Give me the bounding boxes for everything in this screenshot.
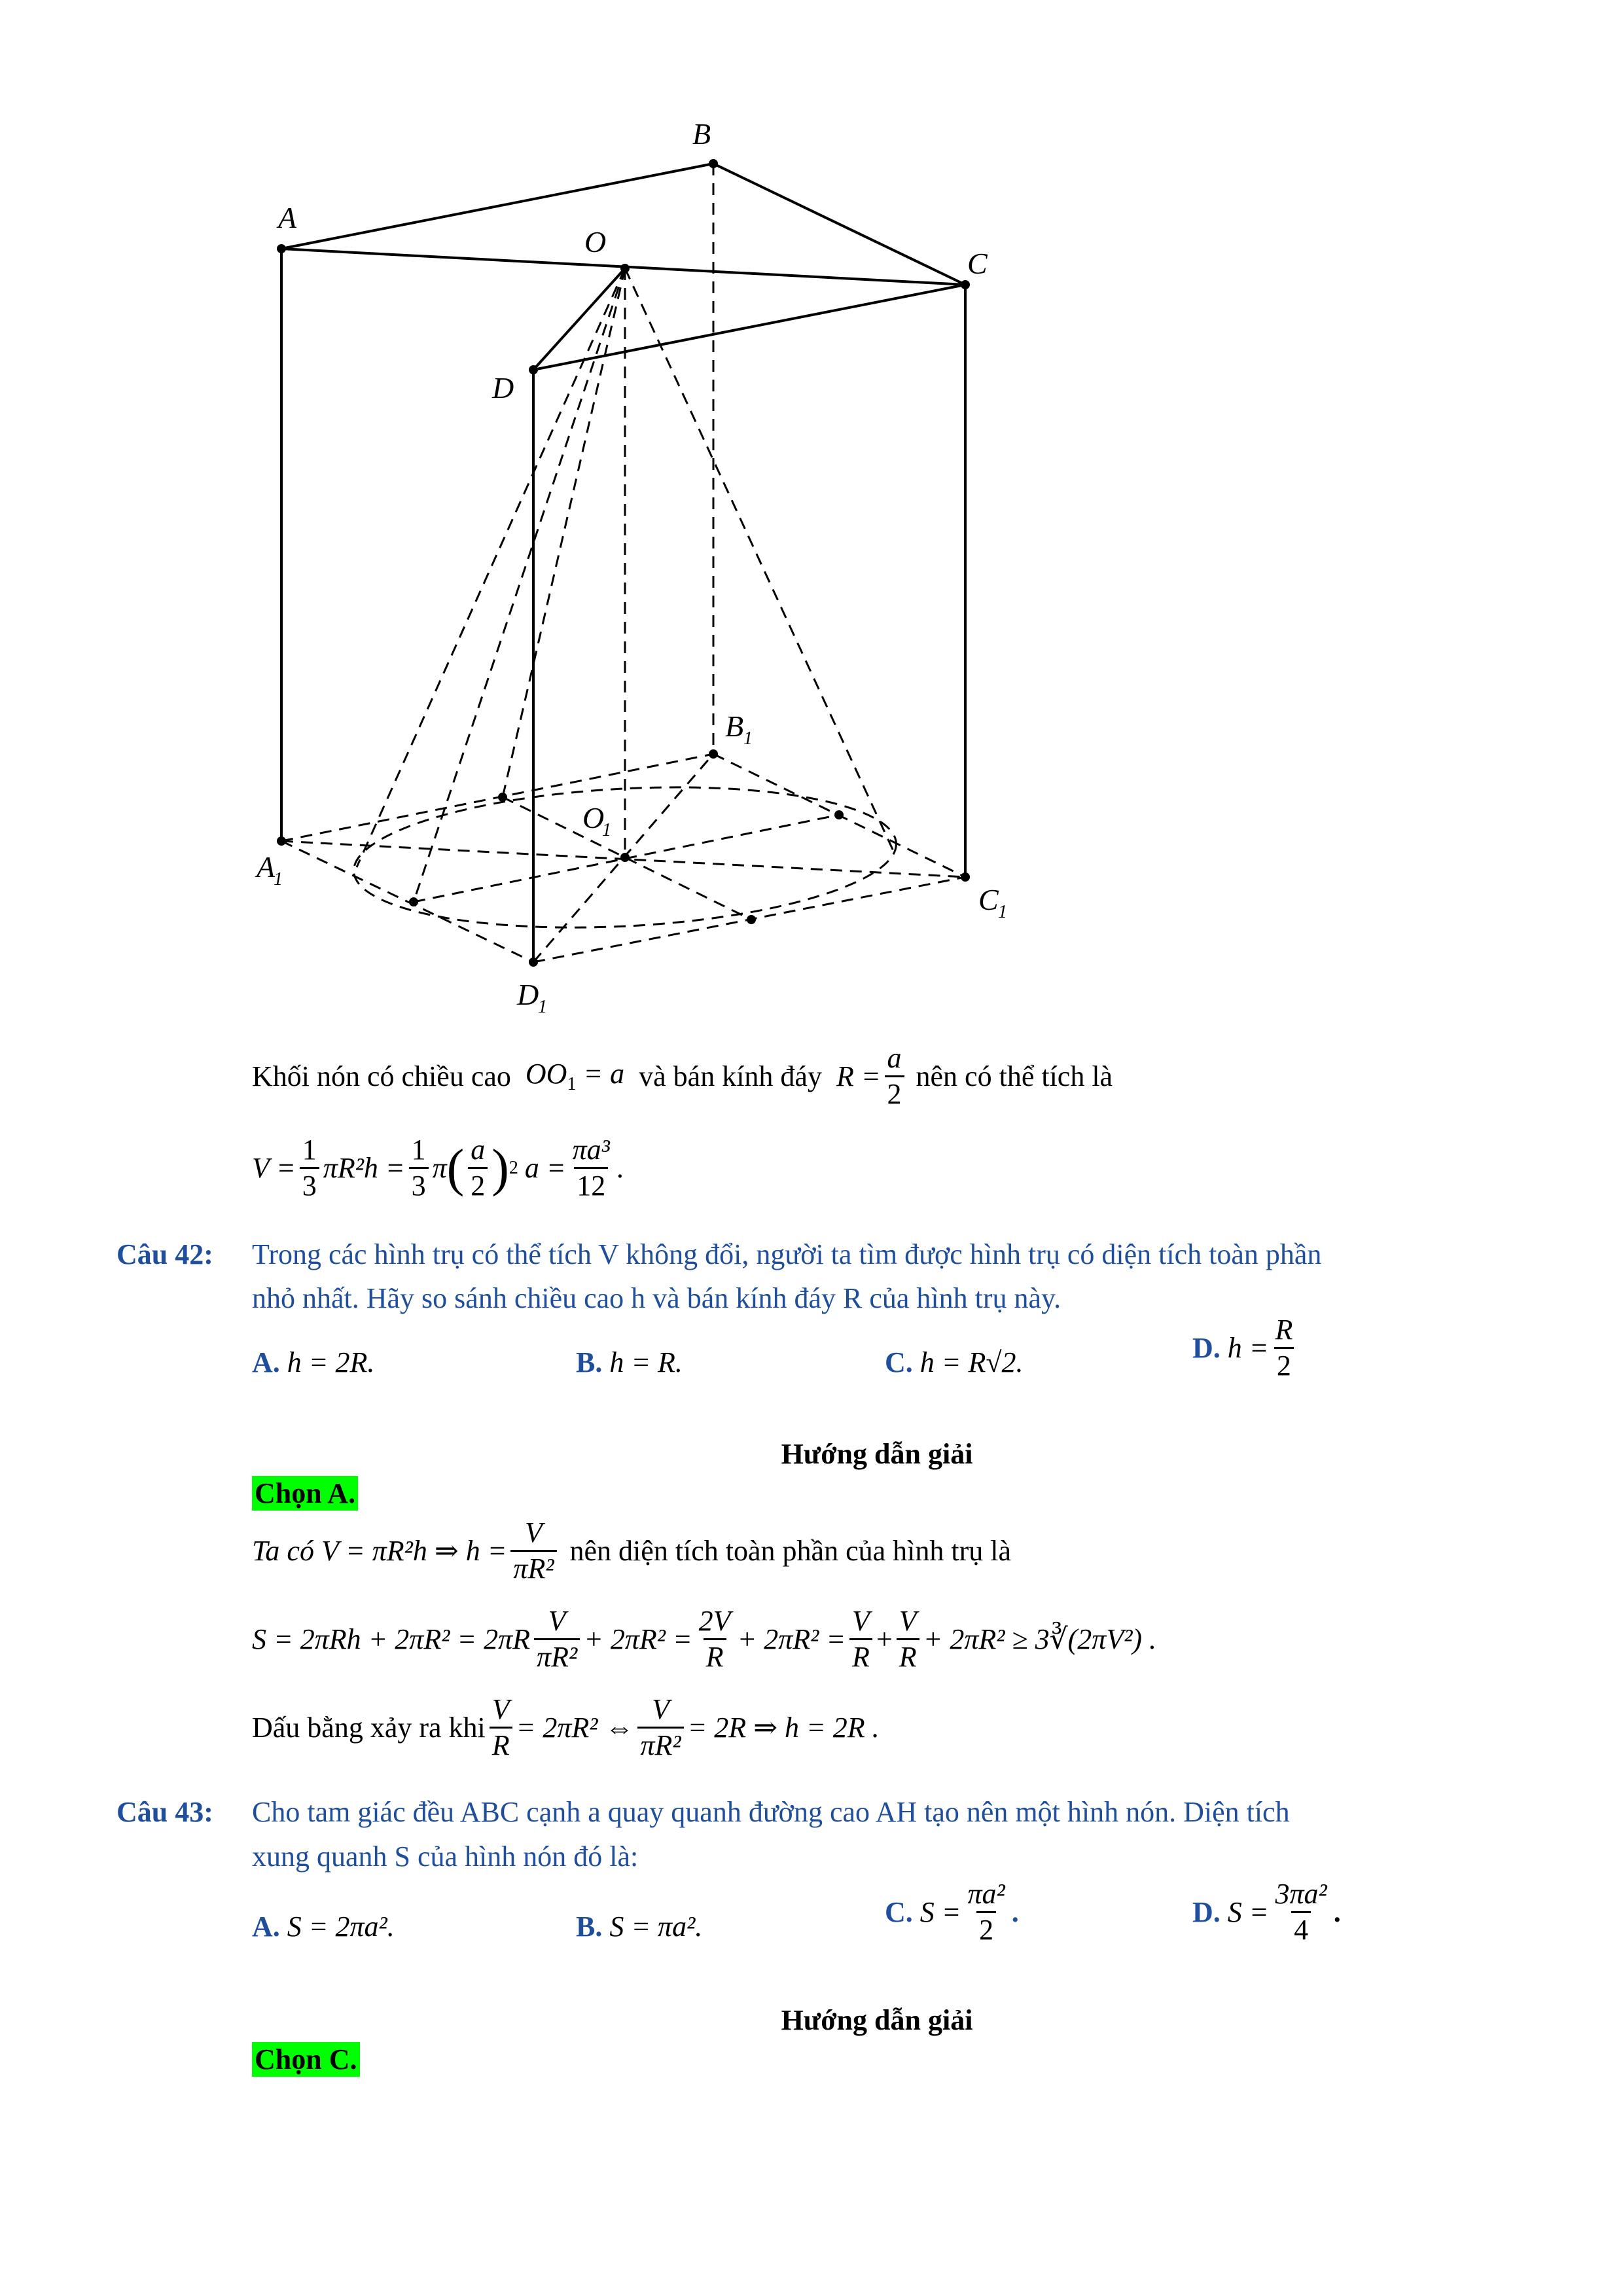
q42-sol-line3: Dấu bằng xảy ra khi $\frac{V}{R}$ = 2πR² ⇔ $\frac{V}{\text{πR²}}$ = 2R ⇒ h = 2R . (252, 1693, 880, 1761)
q43-answer: Chọn C. (252, 2045, 360, 2074)
q42-sol-line2: S = 2πRh + 2πR² = 2πR $\frac{V}{\text{πR²}}$ + 2πR² = $\frac{2V}{R}$ + 2πR² = $\frac{V}{R}$ + $\frac{V}{R}$ + 2πR² ≥ 3∛(2πV²) . (252, 1605, 1157, 1673)
q43-text-line1: Cho tam giác đều ABC cạnh a quay quanh đường cao AH tạo nên một hình nón. Diện tích (252, 1796, 1290, 1828)
q43-label: Câu 43: (116, 1796, 213, 1828)
q42-option-d[interactable]: D. h = $\frac{R}{2}$ (1192, 1314, 1293, 1382)
frac-a-over-2: $\frac{a}{2}$ (885, 1044, 904, 1109)
q42-sol-line1: Ta có V = πR²h ⇒ h = $\frac{V}{\text{πR²}}$ nên diện tích toàn phần của hình trụ là (252, 1516, 1011, 1585)
label-O1-sub: 1 (602, 820, 611, 840)
solution41-volume: V = $\frac{1}{3}$ πR²h = $\frac{1}{3}$ π ( $\frac{a}{2}$ ) 2 a = $\frac{\text{πa³}}{12}$ . (252, 1134, 624, 1202)
q43-option-d[interactable]: D. S = $\frac{\text{3πa²}}{4}$ . (1192, 1878, 1341, 1946)
label-D: D (492, 371, 514, 404)
q42-label: Câu 42: (116, 1238, 213, 1270)
label-C1: C (978, 883, 999, 916)
q42-text-line1: Trong các hình trụ có thể tích V không đổi, người ta tìm được hình trụ có diện tích toàn phần (252, 1238, 1322, 1270)
solution41-line1: Khối nón có chiều cao $OO_1 = a$ và bán kính đáy R = $\frac{a}{2}$ nên có thể tích là (252, 1042, 1113, 1110)
label-B1-sub: 1 (743, 728, 753, 749)
label-C1-sub: 1 (998, 902, 1007, 922)
label-A1: A (257, 850, 276, 884)
label-B1: B (725, 709, 744, 743)
geometry-figure (0, 0, 1623, 1047)
q42-option-a[interactable]: A. h = 2R. (252, 1346, 375, 1378)
q43-option-a[interactable]: A. S = 2πa². (252, 1910, 395, 1943)
label-O1: O (582, 801, 605, 834)
q43-text-line2: xung quanh S của hình nón đó là: (252, 1840, 639, 1873)
q43-heading: Hướng dẫn giải (781, 2004, 973, 2036)
label-B: B (692, 117, 711, 151)
q42-option-b[interactable]: B. h = R. (576, 1346, 683, 1378)
label-D1: D (517, 978, 539, 1011)
q42-answer: Chọn A. (252, 1479, 358, 1508)
q43-option-b[interactable]: B. S = πa². (576, 1910, 703, 1943)
q43-option-c[interactable]: C. S = $\frac{\text{πa²}}{2}$ . (885, 1878, 1019, 1946)
label-O: O (584, 225, 607, 259)
q42-heading: Hướng dẫn giải (781, 1438, 973, 1470)
label-A1-sub: 1 (274, 869, 283, 889)
expr-oo1: $OO_1 = a$ (525, 1057, 625, 1094)
q42-option-c[interactable]: C. h = R√2. (885, 1346, 1024, 1378)
label-C: C (967, 247, 988, 280)
label-A: A (278, 201, 297, 234)
q42-text-line2: nhỏ nhất. Hãy so sánh chiều cao h và bán kính đáy R của hình trụ này. (252, 1282, 1061, 1314)
label-D1-sub: 1 (538, 997, 547, 1017)
